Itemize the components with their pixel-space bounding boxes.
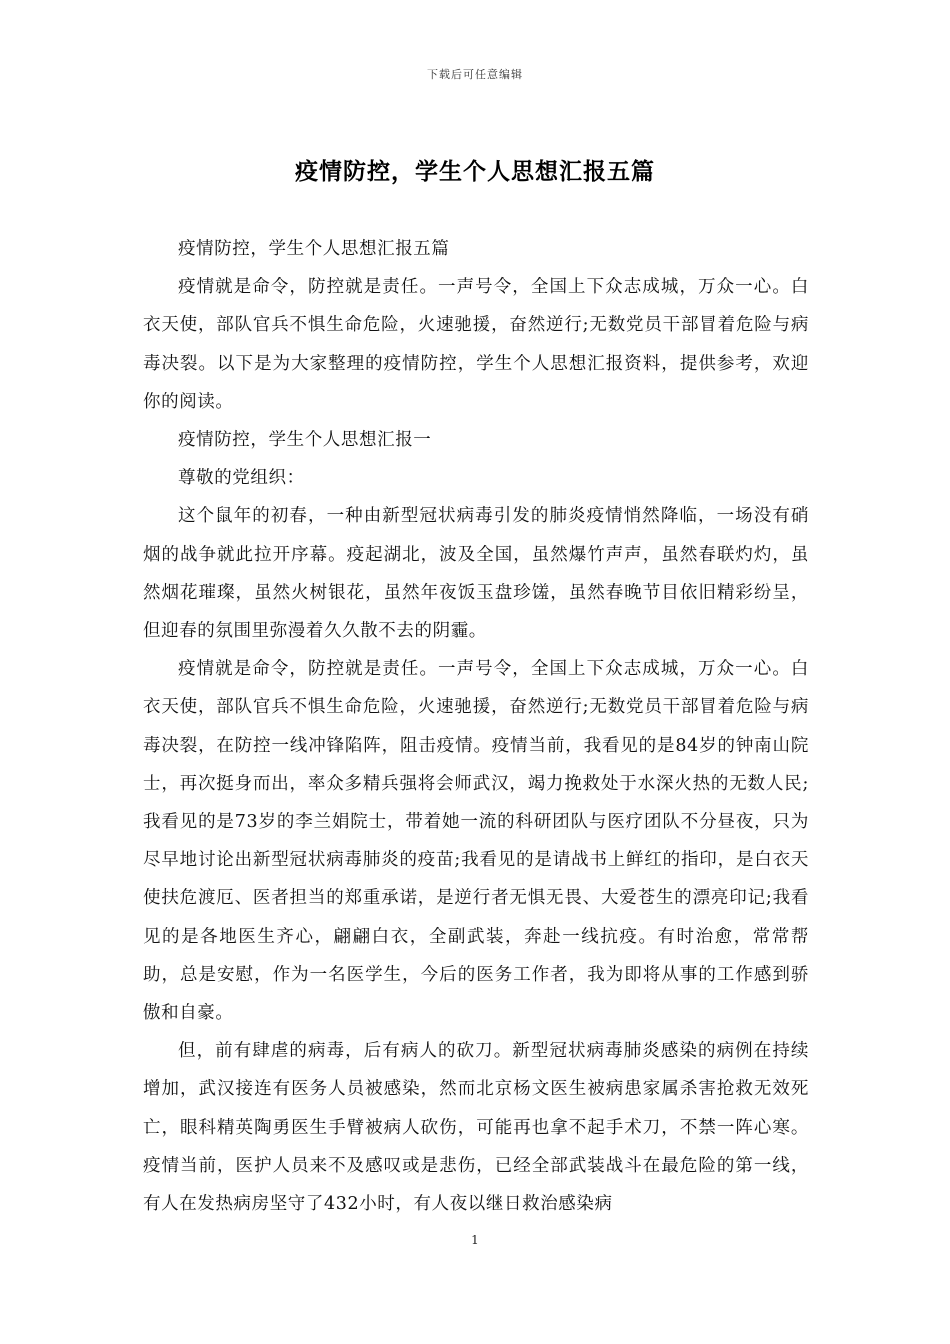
page-header: 下载后可任意编辑 bbox=[427, 68, 523, 81]
paragraph-intro: 疫情就是命令，防控就是责任。一声号令，全国上下众志成城，万众一心。白衣天使，部队官兵不惧生命危险，火速驰援，奋然逆行;无数党员干部冒着危险与病毒决裂。以下是为大家整理的疫情防控，学生个人思想汇报资料，提供参考，欢迎你的阅读。 bbox=[143, 277, 809, 412]
paragraph-section-heading: 疫情防控，学生个人思想汇报一 bbox=[178, 430, 432, 451]
paragraph-body-2: 疫情就是命令，防控就是责任。一声号令，全国上下众志成城，万众一心。白衣天使，部队官兵不惧生命危险，火速驰援，奋然逆行;无数党员干部冒着危险与病毒决裂，在防控一线冲锋陷阵，阻击疫情。疫情当前，我看见的是84岁的钟南山院士，再次挺身而出，率众多精兵强将会师武汉，竭力挽救处于水深火热的无数人民;我看见的是73岁的李兰娟院士，带着她一流的科研团队与医疗团队不分昼夜，只为尽早地讨论出新型冠状病毒肺炎的疫苗;我看见的是请战书上鲜红的指印，是白衣天使扶危渡厄、医者担当的郑重承诺，是逆行者无惧无畏、大爱苍生的漂亮印记;我看见的是各地医生齐心，翩翩白衣，全副武装，奔赴一线抗疫。有时治愈，常常帮助，总是安慰，作为一名医学生，今后的医务工作者，我为即将从事的工作感到骄傲和自豪。 bbox=[143, 659, 809, 1024]
paragraph-subtitle: 疫情防控，学生个人思想汇报五篇 bbox=[178, 239, 450, 259]
document-body bbox=[143, 230, 809, 1223]
paragraph-salutation: 尊敬的党组织： bbox=[178, 468, 305, 489]
document-title: 疫情防控，学生个人思想汇报五篇 bbox=[295, 158, 655, 185]
paragraph-body-3: 但，前有肆虐的病毒，后有病人的砍刀。新型冠状病毒肺炎感染的病例在持续增加，武汉接连有医务人员被感染，然而北京杨文医生被病患家属杀害抢救无效死亡，眼科精英陶勇医生手臂被病人砍伤，可能再也拿不起手术刀，不禁一阵心寒。疫情当前，医护人员来不及感叹或是悲伤，已经全部武装战斗在最危险的第一线，有人在发热病房坚守了432小时，有人夜以继日救治感染病 bbox=[143, 1041, 809, 1215]
page-number: 1 bbox=[471, 1233, 479, 1247]
paragraph-body-1: 这个鼠年的初春，一种由新型冠状病毒引发的肺炎疫情悄然降临，一场没有硝烟的战争就此拉开序幕。疫起湖北，波及全国，虽然爆竹声声，虽然春联灼灼，虽然烟花璀璨，虽然火树银花，虽然年夜饭玉盘珍馐，虽然春晚节目依旧精彩纷呈，但迎春的氛围里弥漫着久久散不去的阴霾。 bbox=[143, 506, 809, 642]
